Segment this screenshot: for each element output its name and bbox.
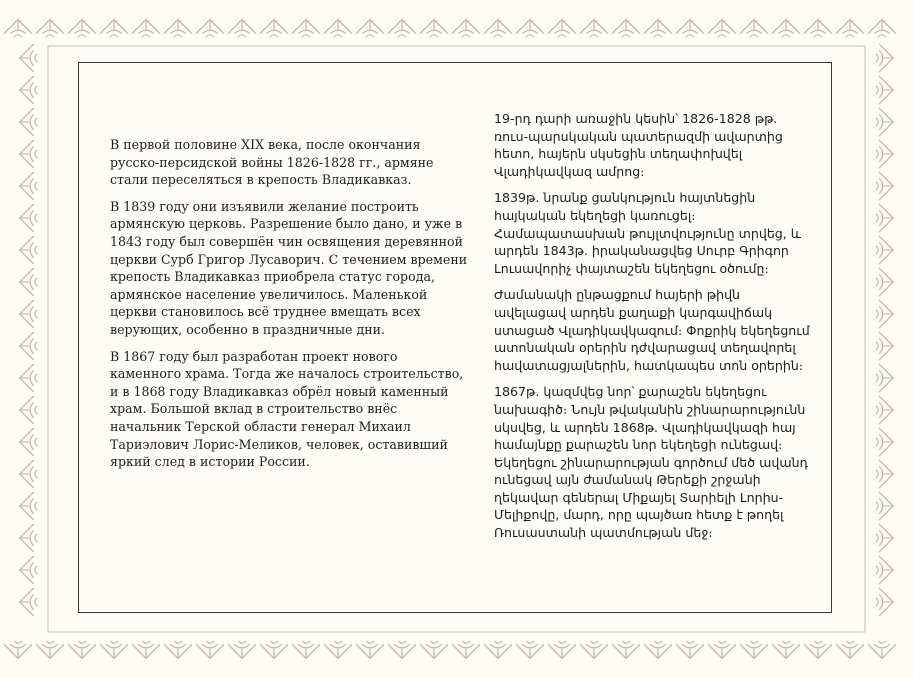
border-motif [676,641,704,659]
border-motif [548,20,576,38]
border-motif [260,641,288,659]
border-motif [356,20,384,38]
border-motif [36,20,64,38]
border-motif [20,524,38,552]
border-motif [876,588,894,616]
armenian-paragraph-3: Ժամանակի ընթացքում հայերի թիվն ավելացավ արդեն քաղաքի կարգավիճակ ստացած Վլադիկավկազում։ Փոքրիկ եկեղեցում ատոնական օրերին դժվարացավ տեղավորել հավատացյալներին, հատկապես տոն օրերին։ [494,287,810,373]
border-motif [876,556,894,584]
border-motif [876,236,894,264]
border-motif [644,641,672,659]
border-motif [876,332,894,360]
border-motif [876,300,894,328]
border-motif [676,20,704,38]
border-motif [196,641,224,659]
border-motif [292,641,320,659]
border-motif [876,76,894,104]
border-motif [580,20,608,38]
border-motif [484,641,512,659]
border-motif [20,44,38,72]
border-motif [836,641,864,659]
border-motif [20,76,38,104]
border-motif [708,20,736,38]
border-motif [516,641,544,659]
border-motif [876,108,894,136]
border-motif [164,20,192,38]
border-motif [876,172,894,200]
border-motif [876,364,894,392]
border-motif [548,641,576,659]
border-motif [228,641,256,659]
border-motif [388,641,416,659]
border-motif [452,20,480,38]
border-motif [132,641,160,659]
border-motif [516,20,544,38]
border-motif [100,641,128,659]
border-motif [20,204,38,232]
border-motif [708,641,736,659]
border-motif [868,20,896,38]
border-motif [292,20,320,38]
border-motif [804,20,832,38]
border-motif [876,204,894,232]
border-motif [420,641,448,659]
border-motif [876,140,894,168]
border-motif [772,20,800,38]
border-motif [260,20,288,38]
border-motif [356,641,384,659]
russian-paragraph-2: В 1839 году они изъявили желание построить армянскую церковь. Разрешение было дано, и уже в 1843 году был совершён чин освящения деревянной церкви Сурб Григор Лусаворич. С течением времени крепость Владикавказ приобрела статус города, армянское население увеличилось. Маленькой церкви становилось всё труднее вмещать всех верующих, особенно в праздничные дни. [110,198,468,337]
border-motif [228,20,256,38]
border-motif [20,396,38,424]
border-motif [484,20,512,38]
russian-paragraph-3: В 1867 году был разработан проект нового каменного храма. Тогда же началось строительство, и в 1868 году Владикавказ обрёл новый каменный храм. Большой вклад в строительство внёс начальник Терской области генерал Михаил Тариэлович Лорис-Меликов, человек, оставивший яркий след в истории России. [110,348,464,470]
border-motif [324,20,352,38]
border-motif [20,300,38,328]
border-motif [740,20,768,38]
border-motif [324,641,352,659]
border-motif [100,20,128,38]
border-motif [876,524,894,552]
russian-paragraph-1: В первой половине XIX века, после окончания русско-персидской войны 1826-1828 гг., армяне стали переселяться в крепость Владикавказ. [110,137,434,188]
border-motif [612,641,640,659]
border-motif [868,641,896,659]
border-motif [804,641,832,659]
border-motif [20,492,38,520]
border-motif [876,396,894,424]
border-motif [388,20,416,38]
border-motif [20,364,38,392]
armenian-text-column [494,110,814,551]
border-motif [876,492,894,520]
border-motif [132,20,160,38]
border-motif [580,641,608,659]
border-motif [68,20,96,38]
border-motif [876,44,894,72]
border-motif [876,460,894,488]
russian-text-column [110,136,468,480]
border-motif [612,20,640,38]
border-motif [68,641,96,659]
border-motif [4,641,32,659]
border-motif [20,460,38,488]
border-motif [36,641,64,659]
border-motif [876,428,894,456]
border-motif [20,268,38,296]
border-motif [836,20,864,38]
border-motif [20,588,38,616]
border-motif [20,172,38,200]
border-motif [876,268,894,296]
border-motif [20,236,38,264]
border-motif [772,641,800,659]
border-motif [20,556,38,584]
border-motif [644,20,672,38]
armenian-paragraph-1: 19-րդ դարի առաջին կեսին՝ 1826-1828 թթ. ռուս-պարսկական պատերազմի ավարտից հետո, հայերն սկսեցին տեղափոխվել Վլադիկավկազ ամրոց։ [494,111,783,179]
border-motif [452,641,480,659]
border-motif [196,20,224,38]
border-motif [740,641,768,659]
border-motif [164,641,192,659]
border-motif [20,108,38,136]
border-motif [20,332,38,360]
border-motif [420,20,448,38]
armenian-paragraph-2: 1839թ. նրանք ցանկություն հայտնեցին հայկական եկեղեցի կառուցել։ Համապատասխան թույլտվությունը տրվեց, և արդեն 1843թ. իրականացվեց Սուրբ Գրիգոր Լուսավորիչ փայտաշեն եկեղեցու օծումը։ [494,190,802,276]
armenian-paragraph-4: 1867թ. կազմվեց նոր՝ քարաշեն եկեղեցու նախագիծ։ Նույն թվականին շինարարությունն սկսվեց, և արդեն 1868թ. Վլադիկավկազի հայ համայնքը քարաշեն նոր եկեղեցի ունեցավ։ Եկեղեցու շինարարության գործում մեծ ավանդ ունեցավ այն ժամանակ Թերեքի շրջանի ղեկավար գեներալ Միքայել Տարիելի Լորիս-Մելիքովը, մարդ, որը պայծառ հետք է թողել Ռուսաստանի պատմության մեջ։ [494,384,808,541]
border-motif [20,428,38,456]
border-motif [4,20,32,38]
border-motif [20,140,38,168]
